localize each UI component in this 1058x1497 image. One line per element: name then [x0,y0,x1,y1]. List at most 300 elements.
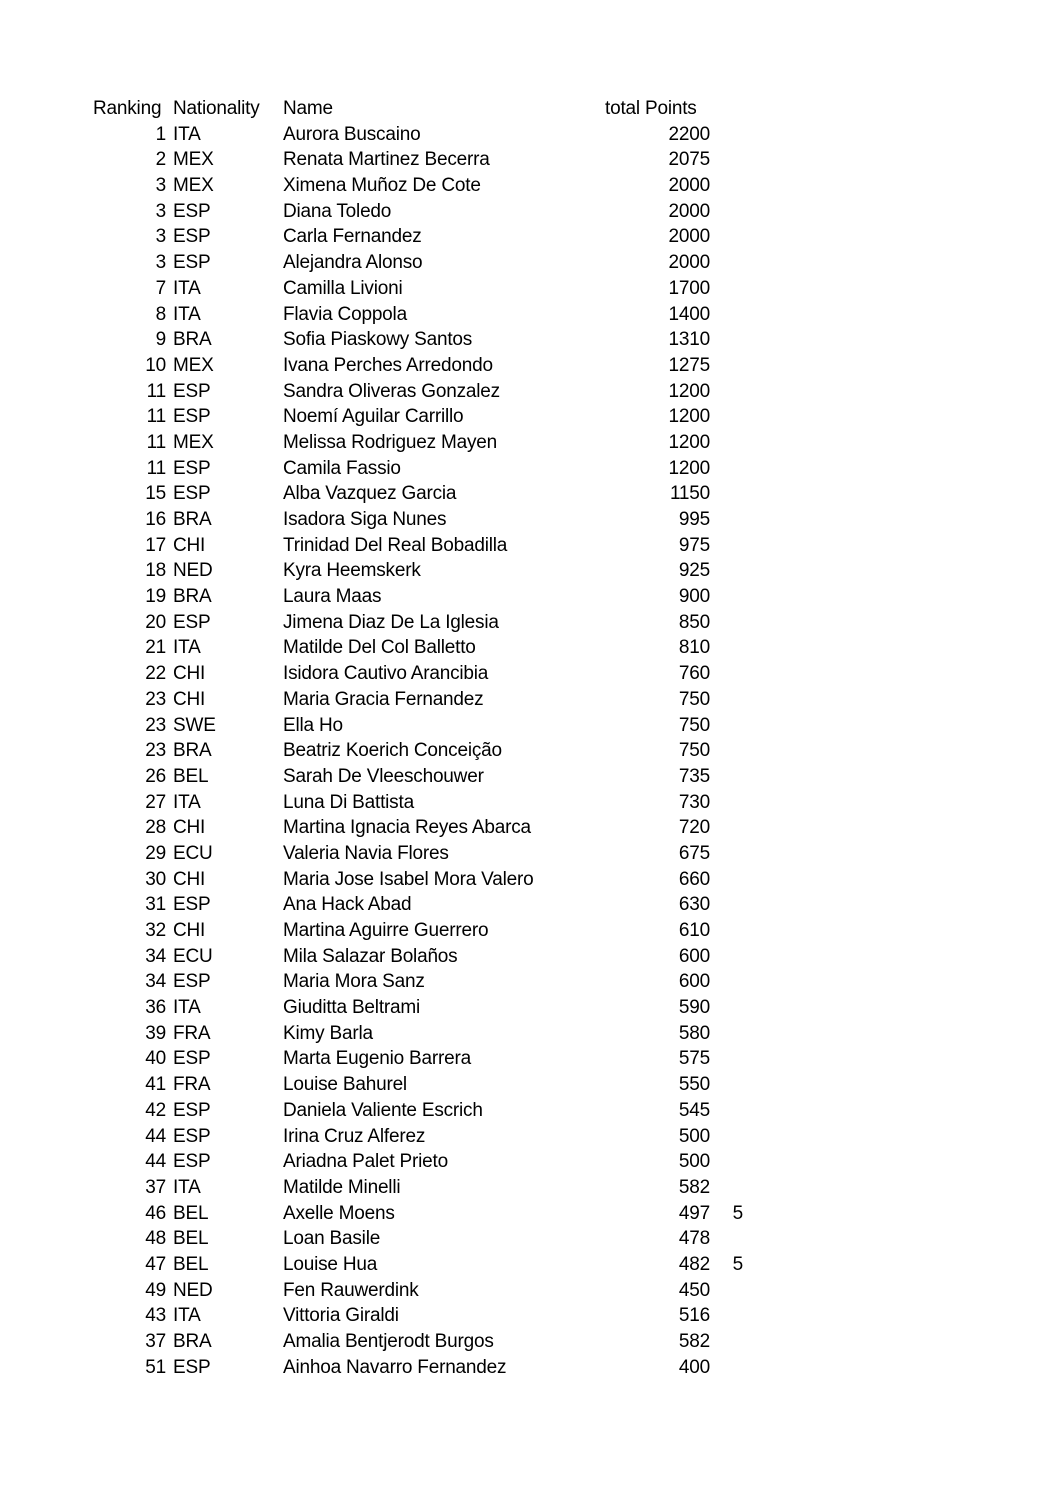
nationality-cell: ESP [173,894,211,916]
table-row [93,122,743,148]
points-cell: 750 [678,714,710,736]
extra-cell [710,147,743,173]
nationality-cell: BRA [173,329,212,351]
nationality-cell: ESP [173,971,211,993]
table-row [93,687,743,713]
ranking-cell: 44 [145,1125,166,1147]
nationality-cell: BEL [173,1253,209,1275]
name-cell: Trinidad Del Real Bobadilla [283,534,508,556]
nationality-column-header: Nationality [173,98,260,119]
nationality-cell: ITA [173,997,201,1019]
ranking-cell: 26 [145,765,166,787]
name-cell: Ella Ho [283,714,343,736]
table-row [93,841,743,867]
nationality-cell: ESP [173,252,211,274]
points-cell: 450 [678,1279,710,1301]
ranking-cell: 39 [145,1022,166,1044]
table-row [93,635,743,661]
table-row [93,713,743,739]
table-body [93,122,743,1381]
table-row [93,533,743,559]
extra-cell [710,1072,743,1098]
points-cell: 500 [678,1151,710,1173]
ranking-cell: 11 [146,431,166,453]
extra-cell [710,867,743,893]
points-cell: 730 [678,791,710,813]
ranking-cell: 19 [145,586,166,608]
ranking-cell: 3 [155,175,166,197]
ranking-cell: 49 [145,1279,166,1301]
nationality-cell: ITA [173,1305,201,1327]
extra-cell [710,224,743,250]
extra-cell [710,276,743,302]
nationality-cell: ITA [173,791,201,813]
name-cell: Louise Bahurel [283,1074,407,1096]
points-cell: 550 [678,1074,710,1096]
extra-cell [710,687,743,713]
table-row [93,1098,743,1124]
extra-cell [710,1149,743,1175]
points-cell: 400 [678,1356,710,1378]
extra-cell [710,1175,743,1201]
name-cell: Renata Martinez Becerra [283,149,490,171]
name-cell: Beatriz Koerich Conceição [283,740,502,762]
points-cell: 995 [678,509,710,530]
ranking-cell: 10 [145,354,166,376]
extra-cell [710,558,743,584]
name-cell: Valeria Navia Flores [283,842,449,864]
extra-cell [710,1303,743,1329]
table-row [93,1226,743,1252]
nationality-cell: ESP [173,1048,211,1070]
points-cell: 1700 [668,277,710,299]
extra-cell [710,661,743,687]
table-row [93,199,743,225]
points-cell: 516 [678,1305,710,1327]
nationality-cell: ITA [173,637,201,659]
extra-cell [710,250,743,276]
name-cell: Melissa Rodriguez Mayen [283,431,497,453]
name-cell: Amalia Bentjerodt Burgos [283,1331,494,1352]
table-row [93,764,743,790]
name-cell: Sofia Piaskowy Santos [283,329,473,351]
ranking-cell: 41 [145,1074,166,1096]
ranking-cell: 44 [145,1151,166,1173]
nationality-cell: SWE [173,714,216,736]
points-cell: 1400 [668,303,710,325]
name-cell: Marta Eugenio Barrera [283,1048,472,1070]
table-row [93,1124,743,1150]
table-row [93,867,743,893]
table-row [93,1021,743,1047]
table-row [93,250,743,276]
nationality-cell: CHI [173,817,206,839]
extra-cell: 5 [732,1253,743,1275]
ranking-cell: 23 [145,714,166,736]
name-cell: Flavia Coppola [283,303,407,325]
nationality-cell: ITA [173,1176,201,1198]
nationality-cell: CHI [173,663,206,685]
table-row [93,327,743,353]
table-row [93,224,743,250]
ranking-cell: 7 [155,277,166,299]
extra-cell [710,1329,743,1355]
name-cell: Martina Aguirre Guerrero [283,920,489,941]
nationality-cell: ESP [173,1125,211,1147]
name-cell: Irina Cruz Alferez [283,1125,426,1147]
name-cell: Ximena Muñoz De Cote [283,175,481,197]
nationality-cell: ESP [173,611,211,633]
name-cell: Axelle Moens [283,1202,395,1224]
extra-cell [710,533,743,559]
extra-cell [710,584,743,610]
extra-cell [710,944,743,970]
name-cell: Sandra Oliveras Gonzalez [283,380,500,402]
points-cell: 675 [678,842,710,864]
table-row [93,944,743,970]
ranking-cell: 20 [145,611,166,633]
nationality-cell: ESP [173,1099,211,1121]
extra-cell [710,122,743,148]
table-row [93,661,743,687]
ranking-cell: 17 [145,534,166,556]
nationality-cell: ITA [173,277,201,299]
points-cell: 810 [678,637,710,659]
nationality-cell: ITA [173,303,201,325]
extra-cell [710,969,743,995]
ranking-cell: 27 [145,791,166,813]
extra-cell [710,841,743,867]
points-column-header: total Points [605,98,697,119]
ranking-cell: 11 [146,380,166,402]
table-row [93,969,743,995]
points-cell: 1310 [668,329,710,351]
points-cell: 497 [678,1202,710,1224]
points-cell: 975 [678,534,710,556]
extra-cell [710,327,743,353]
table-row [93,430,743,456]
ranking-cell: 34 [145,945,166,967]
ranking-cell: 3 [155,226,166,248]
table-row [93,1252,743,1278]
table-row [93,404,743,430]
name-cell: Isidora Cautivo Arancibia [283,663,489,685]
points-cell: 1150 [669,483,710,505]
name-cell: Camilla Livioni [283,277,403,299]
points-cell: 925 [678,560,710,582]
name-column-header: Name [283,98,333,119]
nationality-cell: ECU [173,842,213,864]
nationality-cell: ESP [173,226,211,248]
extra-cell [710,610,743,636]
name-cell: Alejandra Alonso [283,252,423,274]
points-cell: 900 [678,586,710,608]
ranking-cell: 37 [145,1176,166,1198]
name-cell: Matilde Minelli [283,1176,401,1198]
table-row [93,1355,743,1381]
extra-cell [710,1355,743,1381]
extra-cell [710,764,743,790]
name-cell: Luna Di Battista [283,791,414,813]
name-cell: Loan Basile [283,1228,381,1250]
points-cell: 600 [678,945,710,967]
points-cell: 478 [678,1228,710,1250]
ranking-cell: 29 [145,842,166,864]
ranking-cell: 3 [155,200,166,222]
name-cell: Jimena Diaz De La Iglesia [283,611,499,633]
extra-cell [710,1278,743,1304]
name-cell: Isadora Siga Nunes [283,509,447,530]
nationality-cell: BEL [173,765,209,787]
ranking-cell: 43 [145,1305,166,1327]
points-cell: 1200 [668,431,710,453]
ranking-cell: 11 [146,457,166,479]
points-cell: 2000 [668,252,710,274]
extra-cell [710,918,743,944]
name-cell: Aurora Buscaino [283,123,421,145]
name-cell: Matilde Del Col Balletto [283,637,476,659]
nationality-cell: NED [173,1279,213,1301]
name-cell: Diana Toledo [283,200,392,222]
extra-cell [710,995,743,1021]
table-row [93,738,743,764]
name-cell: Ivana Perches Arredondo [283,354,493,376]
points-cell: 600 [678,971,710,993]
ranking-cell: 51 [145,1356,166,1378]
name-cell: Noemí Aguilar Carrillo [283,406,464,428]
nationality-cell: ITA [173,123,201,145]
table-row [93,1072,743,1098]
extra-cell [710,1021,743,1047]
nationality-cell: CHI [173,534,206,556]
table-row [93,1149,743,1175]
nationality-cell: ESP [173,406,211,428]
ranking-cell: 31 [145,894,166,916]
ranking-cell: 46 [145,1202,166,1224]
extra-cell [710,507,743,533]
nationality-cell: ESP [173,200,211,222]
table-row [93,276,743,302]
name-cell: Ana Hack Abad [283,894,412,916]
nationality-cell: ECU [173,945,213,967]
table-row [93,302,743,328]
nationality-cell: MEX [173,431,214,453]
points-cell: 2200 [668,123,710,145]
nationality-cell: NED [173,560,213,582]
table-row [93,507,743,533]
ranking-cell: 47 [145,1253,166,1275]
ranking-cell: 37 [145,1331,166,1352]
nationality-cell: BRA [173,1331,212,1352]
nationality-cell: CHI [173,688,206,710]
table-row [93,1303,743,1329]
ranking-cell: 42 [145,1099,166,1121]
points-cell: 590 [678,997,710,1019]
points-cell: 575 [678,1048,710,1070]
ranking-cell: 3 [155,252,166,274]
table-header-row [93,96,743,122]
extra-cell [710,1098,743,1124]
ranking-cell: 8 [155,303,166,325]
ranking-cell: 23 [145,688,166,710]
table-row [93,892,743,918]
name-cell: Mila Salazar Bolaños [283,945,458,967]
name-cell: Maria Jose Isabel Mora Valero [283,868,534,890]
name-cell: Carla Fernandez [283,226,422,248]
points-cell: 1200 [668,380,710,402]
extra-cell [710,1226,743,1252]
extra-cell [710,404,743,430]
nationality-cell: ESP [173,483,211,505]
points-cell: 582 [678,1331,710,1352]
nationality-cell: CHI [173,920,206,941]
extra-cell [710,353,743,379]
nationality-cell: CHI [173,868,206,890]
extra-cell [710,302,743,328]
points-cell: 482 [678,1253,710,1275]
extra-cell [710,713,743,739]
points-cell: 1275 [668,354,710,376]
name-cell: Kyra Heemskerk [283,560,421,582]
points-cell: 760 [678,663,710,685]
ranking-cell: 1 [155,123,166,145]
extra-cell [710,199,743,225]
ranking-cell: 28 [145,817,166,839]
table-row [93,1046,743,1072]
ranking-cell: 11 [146,406,166,428]
ranking-cell: 23 [145,740,166,762]
nationality-cell: ESP [173,1356,211,1378]
extra-cell [710,481,743,507]
points-cell: 1200 [668,406,710,428]
points-cell: 2000 [668,226,710,248]
points-cell: 720 [678,817,710,839]
name-cell: Ariadna Palet Prieto [283,1151,448,1173]
extra-cell [710,430,743,456]
extra-cell [710,635,743,661]
ranking-cell: 48 [145,1228,166,1250]
table-row [93,1329,743,1355]
ranking-cell: 9 [155,329,166,351]
name-cell: Giuditta Beltrami [283,997,421,1019]
ranking-cell: 30 [145,868,166,890]
nationality-cell: ESP [173,1151,211,1173]
name-cell: Vittoria Giraldi [283,1305,399,1327]
table-row [93,815,743,841]
table-row [93,1278,743,1304]
name-cell: Maria Mora Sanz [283,971,425,993]
ranking-cell: 21 [145,637,166,659]
table-row [93,1201,743,1227]
nationality-cell: BEL [173,1202,209,1224]
extra-cell [710,1124,743,1150]
name-cell: Daniela Valiente Escrich [283,1099,483,1121]
points-cell: 630 [678,894,710,916]
extra-cell [710,173,743,199]
name-cell: Fen Rauwerdink [283,1279,419,1301]
name-cell: Kimy Barla [283,1022,373,1044]
name-cell: Sarah De Vleeschouwer [283,765,484,787]
points-cell: 2075 [668,149,710,171]
name-cell: Louise Hua [283,1253,378,1275]
ranking-cell: 34 [145,971,166,993]
ranking-column-header: Ranking [93,98,162,119]
nationality-cell: BRA [173,586,212,608]
table-row [93,584,743,610]
ranking-cell: 15 [145,483,166,505]
points-cell: 850 [678,611,710,633]
points-cell: 582 [678,1176,710,1198]
table-row [93,610,743,636]
points-cell: 1200 [668,457,710,479]
name-cell: Martina Ignacia Reyes Abarca [283,817,531,839]
table-row [93,456,743,482]
table-row [93,147,743,173]
ranking-cell: 40 [145,1048,166,1070]
name-cell: Laura Maas [283,586,382,608]
nationality-cell: ESP [173,380,211,402]
extra-cell [710,738,743,764]
table-row [93,558,743,584]
nationality-cell: FRA [173,1022,211,1044]
extra-cell [710,815,743,841]
points-cell: 580 [678,1022,710,1044]
table-row [93,379,743,405]
table-row [93,173,743,199]
table-row [93,995,743,1021]
ranking-table [93,96,743,1380]
extra-cell [710,892,743,918]
ranking-cell: 32 [145,920,166,941]
ranking-cell: 22 [145,663,166,685]
nationality-cell: ESP [173,457,211,479]
nationality-cell: BEL [173,1228,209,1250]
points-cell: 660 [678,868,710,890]
name-cell: Alba Vazquez Garcia [283,483,457,505]
name-cell: Camila Fassio [283,457,401,479]
table-row [93,353,743,379]
table-row [93,918,743,944]
extra-cell [710,790,743,816]
nationality-cell: MEX [173,354,214,376]
name-cell: Ainhoa Navarro Fernandez [283,1356,507,1378]
ranking-cell: 36 [145,997,166,1019]
nationality-cell: FRA [173,1074,211,1096]
ranking-cell: 2 [155,149,166,171]
table-row [93,481,743,507]
points-cell: 735 [678,765,710,787]
table-row [93,1175,743,1201]
ranking-cell: 16 [145,509,166,530]
extra-column-header [710,96,743,122]
points-cell: 610 [678,920,710,941]
nationality-cell: MEX [173,149,214,171]
points-cell: 545 [678,1099,710,1121]
points-cell: 750 [678,740,710,762]
extra-cell: 5 [732,1202,743,1224]
nationality-cell: BRA [173,740,212,762]
table-row [93,790,743,816]
name-cell: Maria Gracia Fernandez [283,688,484,710]
points-cell: 2000 [668,200,710,222]
ranking-cell: 18 [145,560,166,582]
nationality-cell: MEX [173,175,214,197]
extra-cell [710,1046,743,1072]
extra-cell [710,379,743,405]
points-cell: 2000 [668,175,710,197]
points-cell: 500 [678,1125,710,1147]
nationality-cell: BRA [173,509,212,530]
